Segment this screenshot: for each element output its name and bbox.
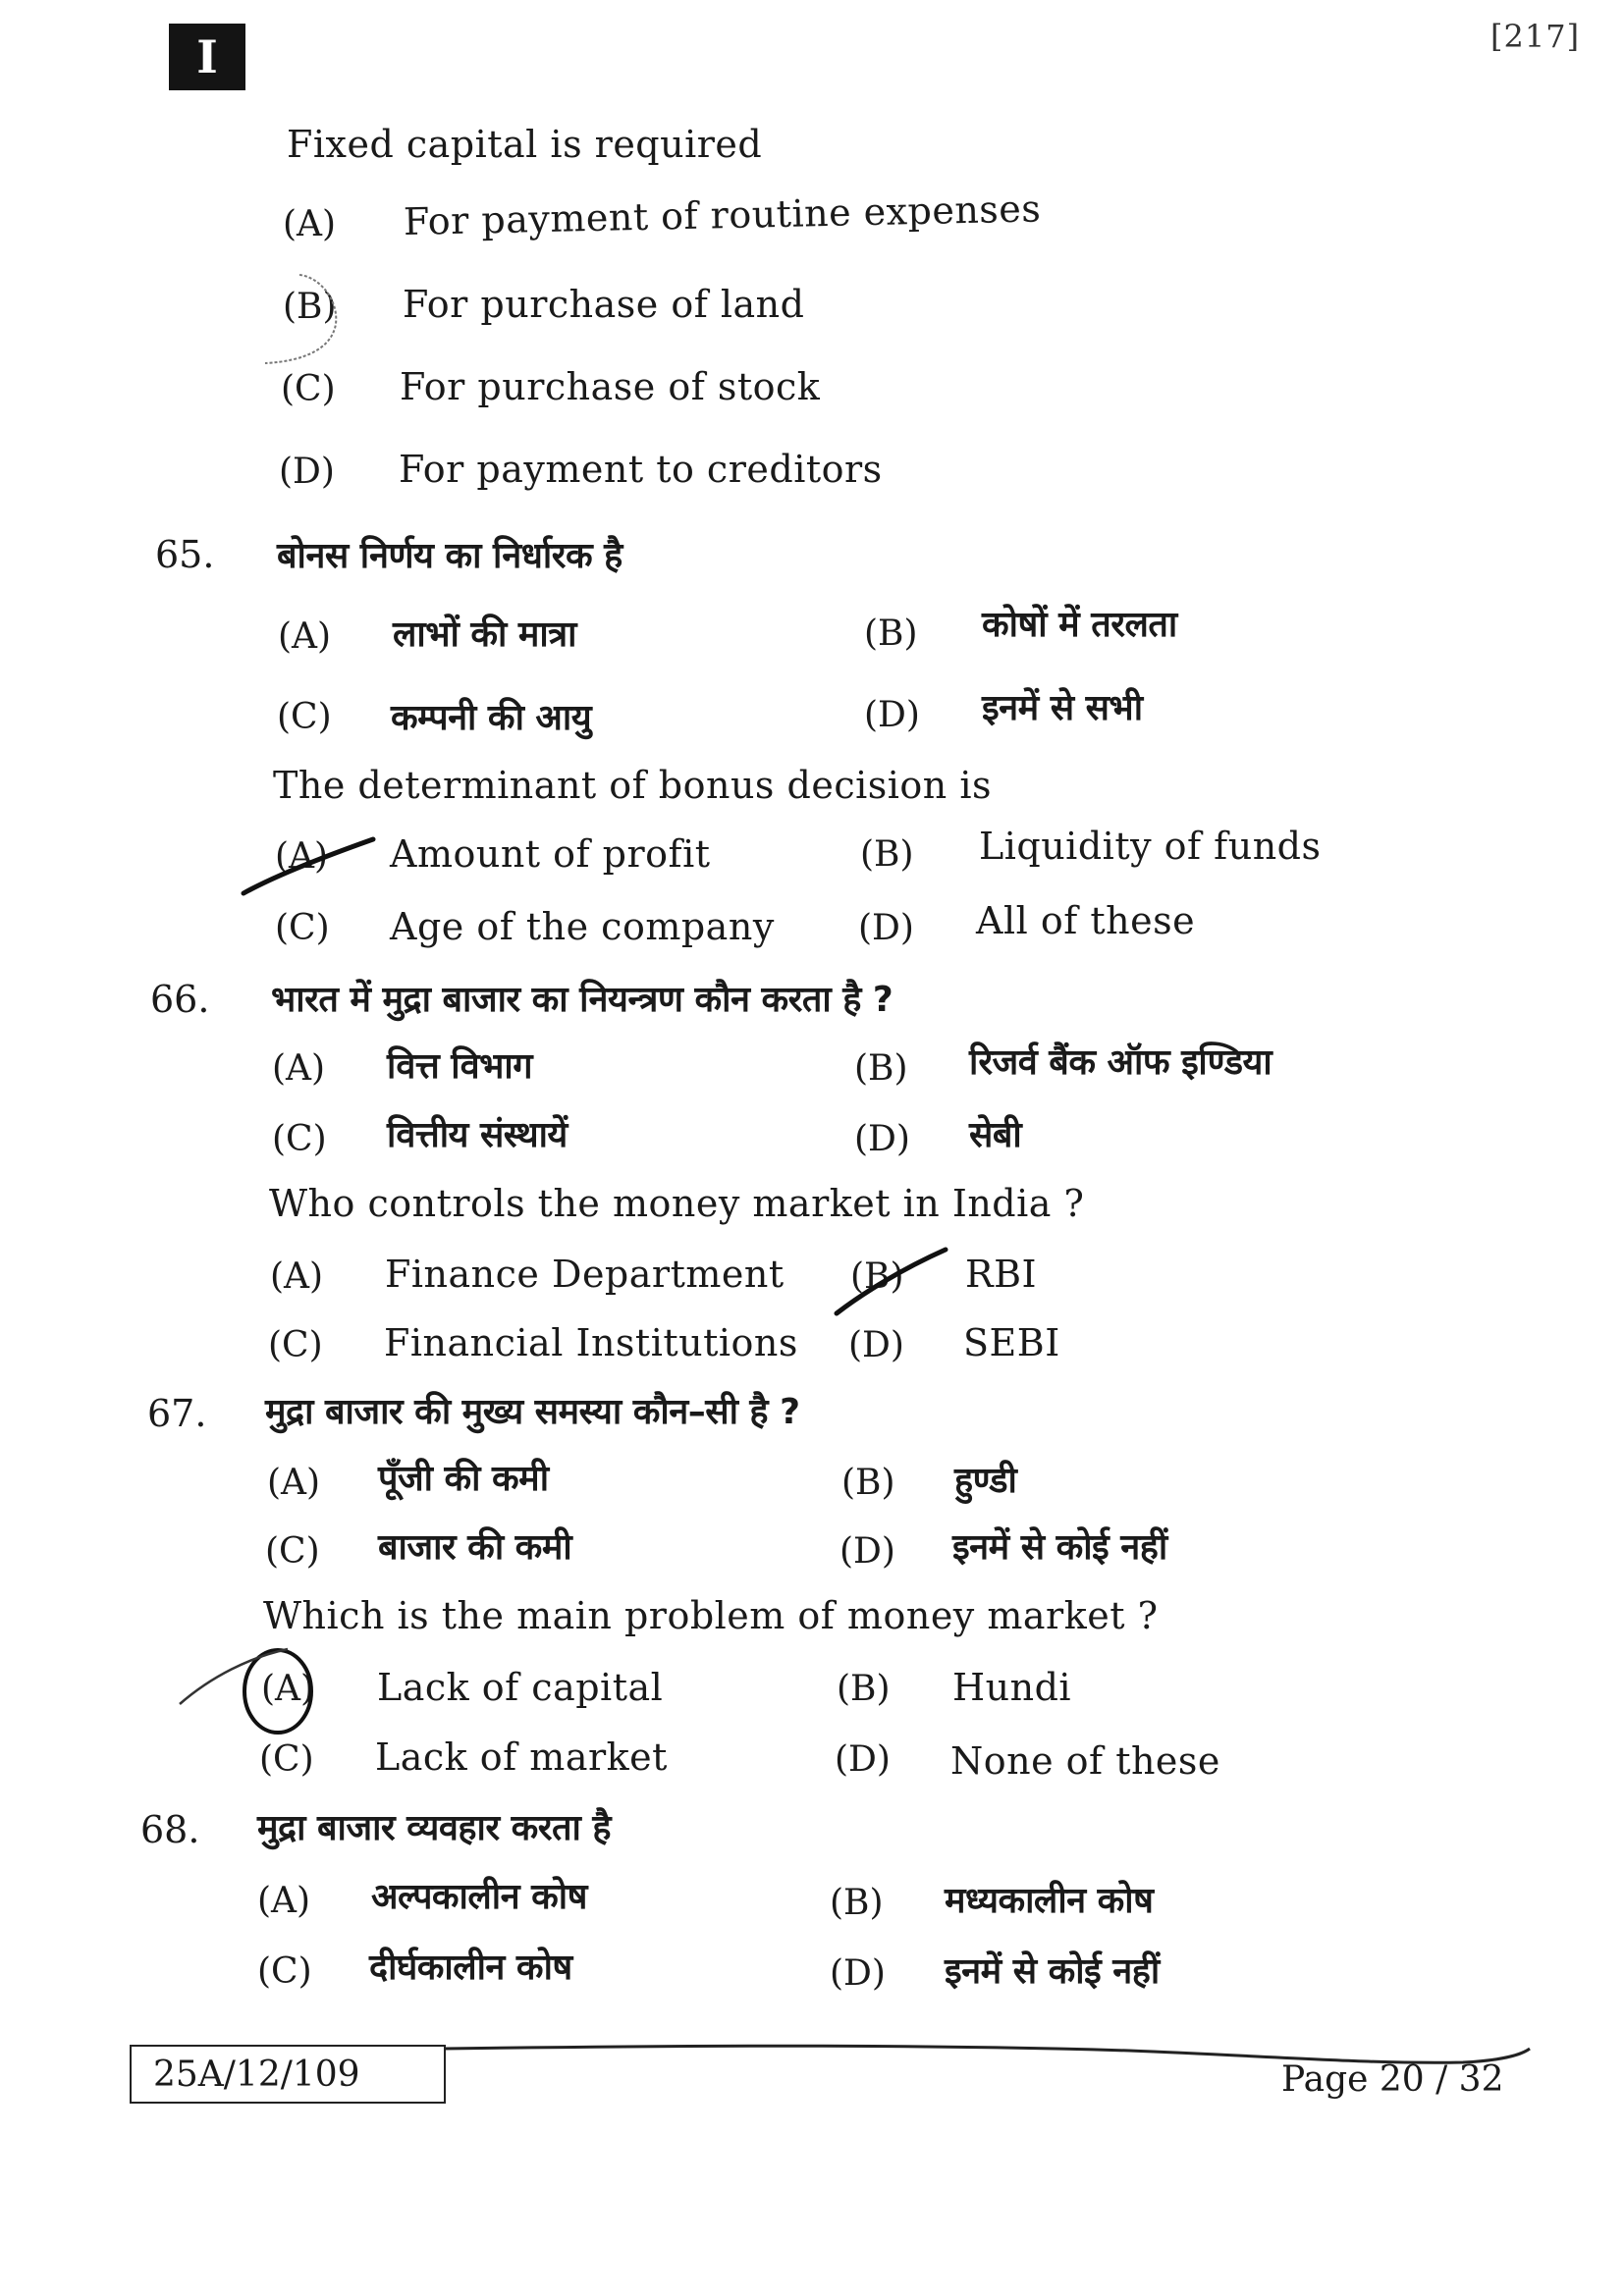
q68-hindi-option-a-label: (A) xyxy=(257,1881,311,1921)
q66-hindi-option-d-label: (D) xyxy=(854,1119,910,1159)
q66-option-c-label: (C) xyxy=(268,1325,323,1365)
q65-option-a-label: (A) xyxy=(275,836,329,877)
q67-hindi-option-a-text: पूँजी की कमी xyxy=(378,1459,549,1499)
q66-hindi-option-a-label: (A) xyxy=(272,1048,326,1089)
q66-hindi-option-a-text: वित्त विभाग xyxy=(387,1046,532,1087)
q65-option-b-text: Liquidity of funds xyxy=(979,825,1322,868)
q65-option-b-label: (B) xyxy=(860,834,914,875)
q67-option-d-text: None of these xyxy=(950,1739,1220,1783)
question-66-number: 66. xyxy=(150,978,210,1021)
q66-hindi-option-b-label: (B) xyxy=(854,1048,908,1089)
q64-option-b-text: For purchase of land xyxy=(403,283,805,326)
page-code: [217] xyxy=(1490,18,1581,55)
q66-option-b-label: (B) xyxy=(850,1256,904,1297)
q66-option-c-text: Financial Institutions xyxy=(384,1321,798,1364)
q64-option-b-label: (B) xyxy=(283,287,337,327)
question-67-english-text: Which is the main problem of money market ? xyxy=(263,1594,1159,1637)
q65-option-c-text: Age of the company xyxy=(390,905,775,948)
q66-hindi-option-c-label: (C) xyxy=(272,1119,327,1159)
q66-hindi-option-c-text: वित्तीय संस्थायें xyxy=(387,1115,568,1155)
q64-option-d-text: For payment to creditors xyxy=(399,448,883,491)
q64-option-d-label: (D) xyxy=(279,452,335,492)
q68-hindi-option-d-label: (D) xyxy=(830,1953,886,1994)
question-65-hindi-text: बोनस निर्णय का निर्धारक है xyxy=(277,536,623,576)
question-64-english-text: Fixed capital is required xyxy=(287,123,763,166)
q67-option-b-label: (B) xyxy=(837,1669,891,1709)
q66-option-d-label: (D) xyxy=(848,1325,904,1365)
q66-hindi-option-b-text: रिजर्व बैंक ऑफ इण्डिया xyxy=(969,1042,1272,1083)
q67-option-c-label: (C) xyxy=(259,1739,314,1780)
q65-hindi-option-c-label: (C) xyxy=(277,697,332,737)
question-65-english-text: The determinant of bonus decision is xyxy=(273,764,993,807)
q68-hindi-option-b-text: मध्यकालीन कोष xyxy=(945,1881,1154,1921)
q66-option-b-text: RBI xyxy=(965,1253,1038,1296)
question-66-hindi-text: भारत में मुद्रा बाजार का नियन्त्रण कौन करता है ? xyxy=(271,980,893,1020)
q64-option-c-label: (C) xyxy=(281,369,336,409)
q66-option-a-text: Finance Department xyxy=(385,1253,785,1296)
q67-option-a-text: Lack of capital xyxy=(377,1666,664,1709)
q67-hindi-option-a-label: (A) xyxy=(267,1463,321,1503)
question-65-number: 65. xyxy=(155,533,215,576)
q68-hindi-option-b-label: (B) xyxy=(830,1883,884,1923)
q65-hindi-option-b-text: कोषों में तरलता xyxy=(982,605,1177,645)
q67-hindi-option-b-text: हुण्डी xyxy=(954,1461,1017,1501)
question-67-hindi-text: मुद्रा बाजार की मुख्य समस्या कौन–सी है ? xyxy=(265,1392,800,1432)
q65-option-c-label: (C) xyxy=(275,908,330,948)
q64-option-a-label: (A) xyxy=(283,204,337,244)
paper-code: 25A/12/109 xyxy=(153,2054,360,2095)
q65-option-a-text: Amount of profit xyxy=(390,832,711,876)
q65-option-d-text: All of these xyxy=(976,899,1196,942)
page-indicator: Page 20 / 32 xyxy=(1281,2059,1504,2100)
question-67-number: 67. xyxy=(147,1392,207,1435)
q66-option-a-label: (A) xyxy=(270,1256,324,1297)
q67-hindi-option-d-text: इनमें से कोई नहीं xyxy=(952,1527,1167,1568)
q65-hindi-option-d-label: (D) xyxy=(864,695,920,735)
q67-hindi-option-b-label: (B) xyxy=(841,1463,895,1503)
q65-hindi-option-a-label: (A) xyxy=(278,616,332,657)
q65-option-d-label: (D) xyxy=(858,908,914,948)
q67-option-c-text: Lack of market xyxy=(375,1735,668,1779)
q67-option-b-text: Hundi xyxy=(952,1666,1072,1709)
q64-option-a-text: For payment of routine expenses xyxy=(403,187,1042,243)
q68-hindi-option-d-text: इनमें से कोई नहीं xyxy=(945,1951,1160,1992)
q65-hindi-option-a-text: लाभों की मात्रा xyxy=(393,614,576,655)
q65-hindi-option-b-label: (B) xyxy=(864,614,918,654)
q67-option-a-label: (A) xyxy=(261,1669,315,1709)
q64-option-c-text: For purchase of stock xyxy=(400,365,821,408)
q68-hindi-option-a-text: अल्पकालीन कोष xyxy=(371,1877,587,1917)
q67-hindi-option-c-label: (C) xyxy=(265,1531,320,1572)
question-66-english-text: Who controls the money market in India ? xyxy=(269,1182,1085,1225)
question-68-number: 68. xyxy=(140,1808,200,1851)
question-68-hindi-text: मुद्रा बाजार व्यवहार करता है xyxy=(257,1808,611,1848)
set-label-badge: I xyxy=(169,24,245,90)
q68-hindi-option-c-label: (C) xyxy=(257,1951,312,1992)
q67-hindi-option-c-text: बाजार की कमी xyxy=(378,1527,572,1568)
q65-hindi-option-c-text: कम्पनी की आयु xyxy=(391,698,592,738)
q67-hindi-option-d-label: (D) xyxy=(839,1531,895,1572)
q66-hindi-option-d-text: सेबी xyxy=(969,1115,1022,1155)
q68-hindi-option-c-text: दीर्घकालीन कोष xyxy=(369,1948,572,1988)
paper-code-box xyxy=(130,2045,446,2104)
q67-option-d-label: (D) xyxy=(835,1739,891,1780)
q65-hindi-option-d-text: इनमें से सभी xyxy=(982,688,1143,728)
q66-option-d-text: SEBI xyxy=(963,1321,1060,1364)
